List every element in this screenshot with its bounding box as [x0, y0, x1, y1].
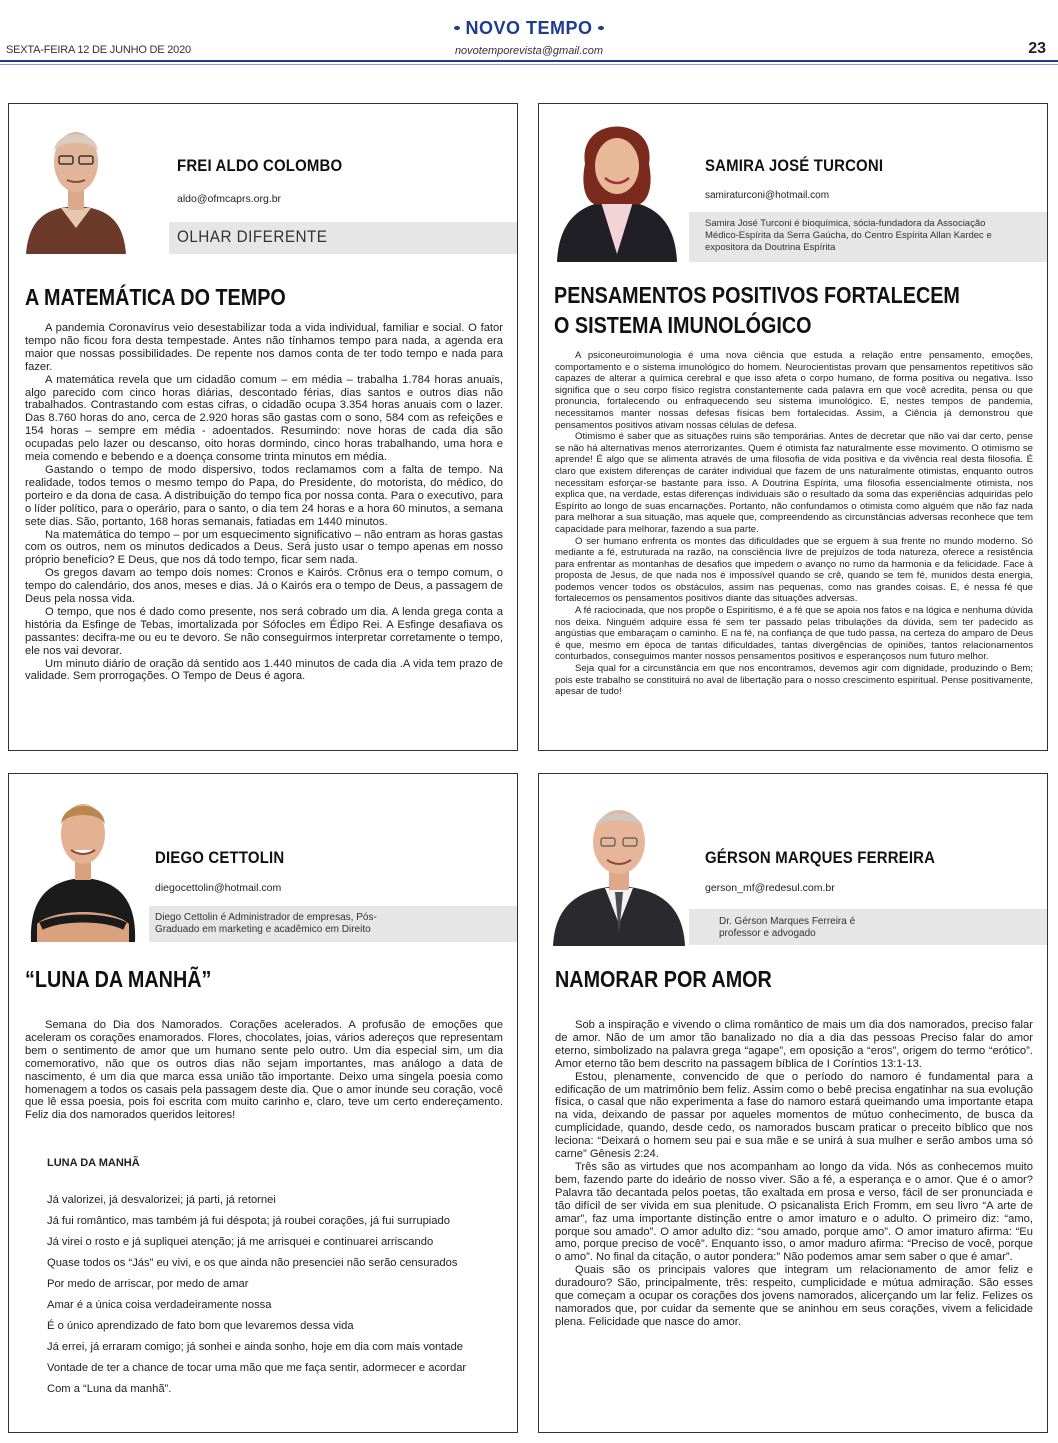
column-name: OLHAR DIFERENTE — [177, 227, 328, 246]
paragraph: Gastando o tempo de modo dispersivo, todos reclamamos com a falta de tempo. Na realidade, todos temos o mesmo tempo do Papa, do Presidente, do motorista, do médico, do porteiro e da dona de casa. A distribuição do tempo fica por nossa conta. Para o executivo, para o líder político, para o operário, para o santo, o dia tem 24 horas e a hora 60 minutos, a semana sete dias. São, portanto, 168 horas semanais, fatiadas em 1440 minutos. — [25, 463, 503, 528]
article-headline: NAMORAR POR AMOR — [555, 966, 772, 992]
paragraph: A psiconeuroimunologia é uma nova ciência que estuda a relação entre pensamento, emoções, comportamento e o sistema imunológico do homem. Neurocientistas provam que pensamentos repetitivos são capazes de alterar a química cerebral e que isso afeta o corpo humano, de forma positiva ou negativa. Isso significa que o seu corpo físico registra constantemente cada palavra em que você acredita, pensa ou que pronuncia, fortalecendo ou enfraquecendo seu sistema imunológico. E, nestes tempos de pandemia, necessitamos manter nossas defesas físicas bem fortalecidas. Assim, a Ciência já demonstrou que pensamentos positivos ativam nossas células de defesa. — [555, 350, 1033, 431]
paragraph: Quais são os principais valores que integram um relacionamento de amor feliz e duradouro? São, principalmente, três: respeito, cumplicidade e mútua admiração. São esses que começam a ocupar os corações dos jovens namorados, alicerçando um lar feliz. Felizes os namorados que, por cuidar da semente que se aninhou em seus corações, vivem a felicidade plena. Felicidade que nasce do amor. — [555, 1264, 1033, 1328]
masthead — [0, 0, 1058, 64]
paragraph: Semana do Dia dos Namorados. Corações acelerados. A profusão de emoções que aceleram os corações enamorados. Flores, chocolates, joias, vários adereços que representam bem o sentimento de amor que um humano sente pelo outro. Um dia especial sim, um dia comemorativo, não que os outros dias não sejam importantes, mas análogo a data de nascimento, é um dia que marca essa união tão importante. Deixo uma singela poesia como homenagem a todos os casais pela passagem deste dia. Que o amor inunde seu coração, você que lê essa poesia, pois foi escrita com muito carinho e, claro, teve um certo endereçamento. Feliz dia dos namorados queridos leitores! — [25, 1019, 503, 1122]
article-panel-turconi — [538, 103, 1048, 751]
poem-line: Amar é a única coisa verdadeiramente nossa — [47, 1299, 272, 1311]
author-photo — [547, 104, 687, 262]
author-portrait-icon — [21, 104, 131, 254]
poem-title: LUNA DA MANHÃ — [47, 1157, 140, 1169]
author-name: DIEGO CETTOLIN — [155, 848, 285, 867]
poem-line: Já errei, já erraram comigo; já sonhei e ainda sonho, hoje em dia com mais vontade — [47, 1341, 464, 1353]
author-email[interactable]: diegocettolin@hotmail.com — [155, 882, 282, 894]
article-body — [555, 1019, 1033, 1329]
page-number: 23 — [1028, 40, 1046, 57]
masthead-rule — [0, 60, 1058, 62]
paragraph: Seja qual for a circunstância em que nos encontramos, devemos agir com dignidade, produzindo o Bem; pois este trabalho se constituirá no aval de libertação para o nosso crescimento espiritual. Pense positivamente, apesar de tudo! — [555, 663, 1033, 698]
author-bio: Samira José Turconi é bioquímica, sócia-fundadora da Associação Médico-Espírita da Serra Gaúcha, do Centro Espírita Allan Kardec e expositora da Doutrina Espírita — [705, 218, 992, 253]
author-name: FREI ALDO COLOMBO — [177, 156, 343, 175]
poem-line: Já fui romântico, mas também já fui déspota; já roubei corações, já fui surrupiado — [47, 1215, 450, 1227]
author-bio: Dr. Gérson Marques Ferreira é professor e advogado — [719, 916, 856, 939]
paragraph: A matemática revela que um cidadão comum – em média – trabalha 1.784 horas anuais, algo parecido com cinco horas diárias, descontado férias, dias santos e outros dias não trabalhados. Contrastando com estas cifras, o cidadão ocupa 3.354 horas anuais com o lazer. Das 8.760 horas do ano, cerca de 2.920 horas são gastas com o sono, 584 com as refeições e 154 horas – sempre em média - adoentados. Resumindo: nove horas de cada dia são ocupadas pelo lazer ou descanso, oito horas dormindo, cinco horas trabalhando, uma hora e meia comendo e bebendo e a doença consome trinta minutos em média. — [25, 373, 503, 464]
author-portrait-icon — [23, 784, 143, 942]
article-body — [25, 322, 503, 683]
article-panel-cettolin — [8, 773, 518, 1433]
author-portrait-icon — [549, 784, 689, 946]
author-photo — [21, 104, 131, 254]
author-email[interactable]: aldo@ofmcaprs.org.br — [177, 193, 282, 205]
poem-line: Já valorizei, já desvalorizei; já parti, já retornei — [47, 1194, 276, 1206]
newspaper-title: NOVO TEMPO — [465, 18, 593, 38]
masthead-rule-thin — [0, 64, 1058, 65]
author-email[interactable]: gerson_mf@redesul.com.br — [705, 882, 835, 894]
author-bio: Diego Cettolin é Administrador de empresas, Pós-Graduado em marketing e acadêmico em Direito — [155, 912, 377, 935]
paragraph: Sob a inspiração e vivendo o clima romântico de mais um dia dos namorados, preciso falar de amor. Não de um amor tão banalizado no dia a dia das pessoas Preciso falar do amor eterno, simbolizado na palavra grega “agape”, em oposição a “eros”, origem do termo “erótico”. Amor eterno tão bem descrito na passagem bíblica de I Coríntios 13:1-13. — [555, 1019, 1033, 1070]
ornament-dot — [598, 26, 604, 30]
paragraph: O ser humano enfrenta os montes das dificuldades que se erguem à sua frente no mundo moderno. Só mediante a fé, estruturada na razão, na consciência livre de prejuízos de toda natureza, oferece a resistência para enfrentar as montanhas de desafios que impedem o avanço no rumo da harmonia e da felicidade. Face à proposta de Jesus, de que nada nos é impossível quando se crê, quando se tem fé, munidos desta energia, podemos vencer todos os obstáculos, assim nas pequenas, como nas grandes coisas. E, é nessa fé que fortalecemos os pensamentos positivos diante das situações adversas. — [555, 535, 1033, 605]
article-headline-line1: PENSAMENTOS POSITIVOS FORTALECEM — [554, 282, 960, 308]
paragraph: A pandemia Coronavírus veio desestabilizar toda a vida individual, familiar e social. O fator tempo não ficou fora desta tempestade. Antes não tínhamos tempo para nada, a agenda era maior que nossas possibilidades. De repente nos damos conta de ter todo tempo e nada para fazer. — [25, 322, 503, 373]
author-email[interactable]: samiraturconi@hotmail.com — [705, 190, 830, 201]
article-headline-line2: O SISTEMA IMUNOLÓGICO — [554, 312, 812, 338]
poem-line: Com a “Luna da manhã”. — [47, 1383, 172, 1395]
poem — [47, 1190, 507, 1400]
issue-date: SEXTA-FEIRA 12 DE JUNHO DE 2020 — [6, 44, 191, 56]
author-portrait-icon — [547, 104, 687, 262]
article-headline: A MATEMÁTICA DO TEMPO — [25, 284, 286, 310]
poem-line: Por medo de arriscar, por medo de amar — [47, 1278, 249, 1290]
poem-line: Vontade de ter a chance de tocar uma mão que me faça sentir, adormecer e acordar — [47, 1362, 467, 1374]
article-panel-ferreira — [538, 773, 1048, 1433]
poem-line: É o único aprendizado de fato bom que levaremos dessa vida — [47, 1320, 354, 1332]
paragraph: Otimismo é saber que as situações ruins são temporárias. Antes de decretar que não vai dar certo, pense se não há alternativas menos aterrorizantes. Quem é otimista faz naturalmente esse movimento. O otimismo se aprende! É algo que se alimenta através de uma filosofia de vida positiva e da vivência real desta filosofia. É claro que existem diferenças de caráter individual que fazem de uns naturalmente otimistas, enquanto outros necessitam esforçar-se bastante para isso. A Doutrina Espírita, uma filosofia essencialmente otimista, nos explica que, na verdade, estas diferenças individuais são o resultado da soma das experiências adquiridas pelo Espírito ao longo de suas encarnações. Portanto, não confundamos o otimista como alguém que não faz nada para melhorar a sua situação, mas aquele que, compreendendo as circunstâncias adversas reconhece que tem capacidade para melhorar, fazendo a sua parte. — [555, 431, 1033, 535]
article-body — [555, 350, 1033, 698]
paragraph: Na matemática do tempo – por um esquecimento significativo – não entram as horas gastas com os outros, nem os minutos dedicados a Deus. Será justo usar o tempo apenas em nosso próprio benefício? E Deus, que nos dá todo tempo, ficar sem nada. — [25, 528, 503, 567]
paragraph: Um minuto diário de oração dá sentido aos 1.440 minutos de cada dia .A vida tem prazo de validade. Sem prorrogações. O Tempo de Deus é agora. — [25, 657, 503, 683]
paragraph: O tempo, que nos é dado como presente, nos será cobrado um dia. A lenda grega conta a história da Esfinge de Tebas, imortalizada por Sófocles em Édipo Rei. A Esfinge desafiava os passantes: decifra-me ou eu te devoro. Se não conseguirmos interpretar corretamente o tempo, ele nos vai devorar. — [25, 605, 503, 657]
author-photo — [549, 784, 689, 946]
author-name: GÉRSON MARQUES FERREIRA — [705, 848, 936, 867]
poem-line: Quase todos os “Jás” eu vivi, e os que ainda não presenciei não serão censurados — [47, 1257, 458, 1269]
article-body — [25, 1019, 503, 1122]
author-name: SAMIRA JOSÉ TURCONI — [705, 156, 884, 175]
poem-line: Já virei o rosto e já supliquei atenção; já me arrisquei e continuarei arriscando — [47, 1236, 434, 1248]
newspaper-email[interactable]: novotemporevista@gmail.com — [454, 45, 604, 57]
article-headline: “LUNA DA MANHÃ” — [25, 966, 212, 992]
author-photo — [23, 784, 143, 942]
paragraph: Três são as virtudes que nos acompanham ao longo da vida. Nós as conhecemos muito bem, fazendo parte do ideário de nosso viver. São a fé, a esperança e o amor. Que é o amor? Palavra tão decantada pelos poetas, tão exaltada em prosa e verso, fácil de ser pronunciada e tão difícil de ser vivida em sua plenitude. O psicanalista Erich Fromm, em seu livro “A arte de amar”, faz uma importante distinção entre o amor imaturo e o adulto. O primeiro diz: “amo, porque sou amado”. O amor adulto diz: “sou amado, porque amo”. O amor imaturo afirma: “Eu amo, porque preciso de você”. Enquanto isso, o amor maduro afirma: “Preciso de você, porque o amo”. No final da citação, o autor pondera:” Não podemos amar sem saber o que é amar”. — [555, 1160, 1033, 1264]
paragraph: A fé raciocinada, que nos propõe o Espiritismo, é a fé que se apoia nos fatos e na lógica e nenhuma dúvida nos deixa. Ninguém adquire essa fé sem ter passado pelas tribulações da dúvida, sem ter padecido as angústias que embaraçam o caminho. E na fé, na confiança de que tudo passa, na certeza do amparo de Deus é que, mesmo em época de tantas dificuldades, tantas divergências de opiniões, tantos relacionamentos conturbados, conseguimos manter nossos pensamentos positivos e esperançosos num futuro melhor. — [555, 605, 1033, 663]
paragraph: Estou, plenamente, convencido de que o período do namoro é fundamental para a edificação de um matrimônio bem feliz. Assim como o bebê precisa engatinhar na sua evolução física, o casal que não experimenta a fase do namoro estará queimando uma importante etapa na vida, deixando de passar por aqueles momentos de mútuo conhecimento, de busca da cumplicidade, quando, desde cedo, os namorados buscam praticar o preceito bíblico que nos leciona: “Deixará o homem seu pai e sua mãe e se unirá à sua mulher e serão ambos uma só carne” Gênesis 2:24. — [555, 1070, 1033, 1161]
article-panel-colombo — [8, 103, 518, 751]
paragraph: Os gregos davam ao tempo dois nomes: Cronos e Kairós. Crônus era o tempo comum, o tempo do calendário, dos anos, meses e dias. Já o Kairós era o tempo de Deus, a passagem de Deus pela nossa vida. — [25, 567, 503, 606]
